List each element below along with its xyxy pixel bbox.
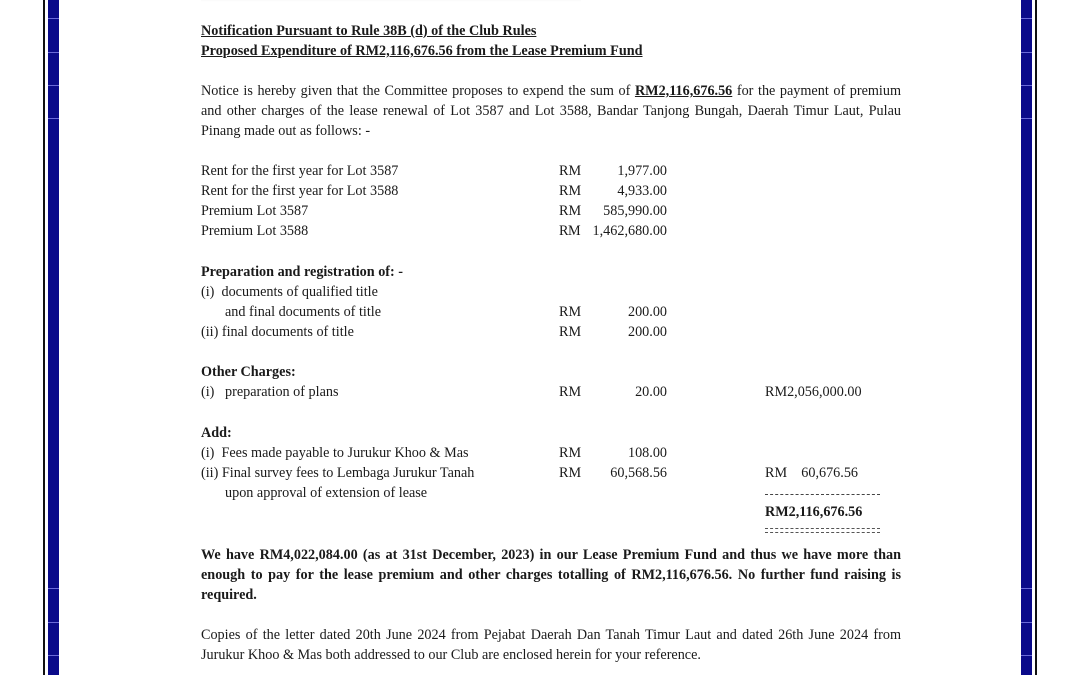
expense-value: 4,933.00 xyxy=(617,183,667,199)
intro-text-after: for the payment of premium and other charges of the lease renewal of Lot 3587 and Lot 3588, Bandar Tanjong Bungah, Daerah Timur Laut, Pulau Pinang made out as follows: - xyxy=(201,83,901,139)
subtotal-dashed-rule xyxy=(765,494,880,495)
preparation-row xyxy=(201,322,901,342)
preparation-label: (i) documents of qualified title xyxy=(201,284,378,300)
add-row xyxy=(201,443,901,463)
add-value: 108.00 xyxy=(627,445,667,461)
preparation-label: (ii) final documents of title xyxy=(201,324,354,340)
preparation-row xyxy=(201,302,901,322)
border-segment-mark xyxy=(48,655,59,656)
subtotal-value: RM2,056,000.00 xyxy=(765,384,862,400)
grand-total-value: RM2,116,676.56 xyxy=(765,504,863,520)
notice-heading-expenditure: Proposed Expenditure of RM2,116,676.56 from the Lease Premium Fund xyxy=(201,43,643,59)
expense-label: Rent for the first year for Lot 3587 xyxy=(201,163,399,179)
add-total-value: RM 60,676.56 xyxy=(765,465,859,481)
preparation-value: 200.00 xyxy=(627,324,667,340)
add-label: upon approval of extension of lease xyxy=(225,485,428,501)
add-value: 60,568.56 xyxy=(610,465,667,481)
border-segment-mark xyxy=(1021,118,1032,119)
preparation-currency: RM xyxy=(559,324,582,340)
border-segment-mark xyxy=(1021,85,1032,86)
grand-total-double-rule xyxy=(765,528,880,533)
page-border-left-line xyxy=(43,0,45,675)
page-border-left-bar xyxy=(48,0,59,675)
fund-statement-paragraph: We have RM4,022,084.00 (as at 31st December, 2023) in our Lease Premium Fund and thus we have more than enough to pay for the lease premium and other charges totalling of RM2,116,676.56. No further fund raising is required. xyxy=(201,547,901,603)
add-row xyxy=(201,483,901,503)
add-row xyxy=(201,463,901,483)
other-charges-value: 20.00 xyxy=(635,384,667,400)
expense-value: 1,977.00 xyxy=(617,163,667,179)
other-charges-currency: RM xyxy=(559,384,582,400)
other-charges-label: (i) preparation of plans xyxy=(201,384,339,400)
preparation-row xyxy=(201,282,901,302)
grand-total-row xyxy=(201,502,901,522)
border-segment-mark xyxy=(1021,588,1032,589)
expense-value: 1,462,680.00 xyxy=(592,223,667,239)
preparation-label: and final documents of title xyxy=(225,304,382,320)
expense-row xyxy=(201,221,901,241)
expense-value: 585,990.00 xyxy=(603,203,667,219)
add-label: (i) Fees made payable to Jurukur Khoo & Mas xyxy=(201,445,469,461)
preparation-currency: RM xyxy=(559,304,582,320)
copies-statement-paragraph: Copies of the letter dated 20th June 2024 from Pejabat Daerah Dan Tanah Timur Laut and dated 26th June 2024 from Jurukur Khoo & Mas both addressed to our Club are enclosed herein for your reference. xyxy=(201,627,901,663)
expense-label: Premium Lot 3587 xyxy=(201,203,309,219)
notice-heading-rule: Notification Pursuant to Rule 38B (d) of the Club Rules xyxy=(201,23,537,39)
border-segment-mark xyxy=(48,52,59,53)
expense-currency: RM xyxy=(559,223,581,239)
page-border-right-line xyxy=(1035,0,1037,675)
other-charges-row xyxy=(201,382,901,402)
expense-currency: RM xyxy=(559,183,582,199)
add-currency: RM xyxy=(559,465,582,481)
expense-label: Rent for the first year for Lot 3588 xyxy=(201,183,399,199)
border-segment-mark xyxy=(48,118,59,119)
expense-currency: RM xyxy=(559,203,582,219)
expense-row xyxy=(201,201,901,221)
border-segment-mark xyxy=(48,622,59,623)
expense-currency: RM xyxy=(559,163,582,179)
border-segment-mark xyxy=(1021,52,1032,53)
expense-row xyxy=(201,181,901,201)
expense-row xyxy=(201,161,901,181)
intro-paragraph xyxy=(201,81,901,141)
border-segment-mark xyxy=(48,85,59,86)
cut-off-previous-line xyxy=(201,0,581,2)
border-segment-mark xyxy=(1021,655,1032,656)
add-currency: RM xyxy=(559,445,582,461)
border-segment-mark xyxy=(1021,622,1032,623)
intro-text-before: Notice is hereby given that the Committee proposes to expend the sum of xyxy=(201,83,635,99)
intro-amount: RM2,116,676.56 xyxy=(634,83,733,99)
add-section-title: Add: xyxy=(201,425,232,441)
border-segment-mark xyxy=(48,588,59,589)
page-border-right-bar xyxy=(1021,0,1032,675)
preparation-section-title: Preparation and registration of: - xyxy=(201,264,404,280)
other-charges-title: Other Charges: xyxy=(201,364,296,380)
border-segment-mark xyxy=(48,18,59,19)
add-label: (ii) Final survey fees to Lembaga Jurukur Tanah xyxy=(201,465,475,481)
border-segment-mark xyxy=(1021,18,1032,19)
expense-label: Premium Lot 3588 xyxy=(201,223,309,239)
preparation-value: 200.00 xyxy=(627,304,667,320)
